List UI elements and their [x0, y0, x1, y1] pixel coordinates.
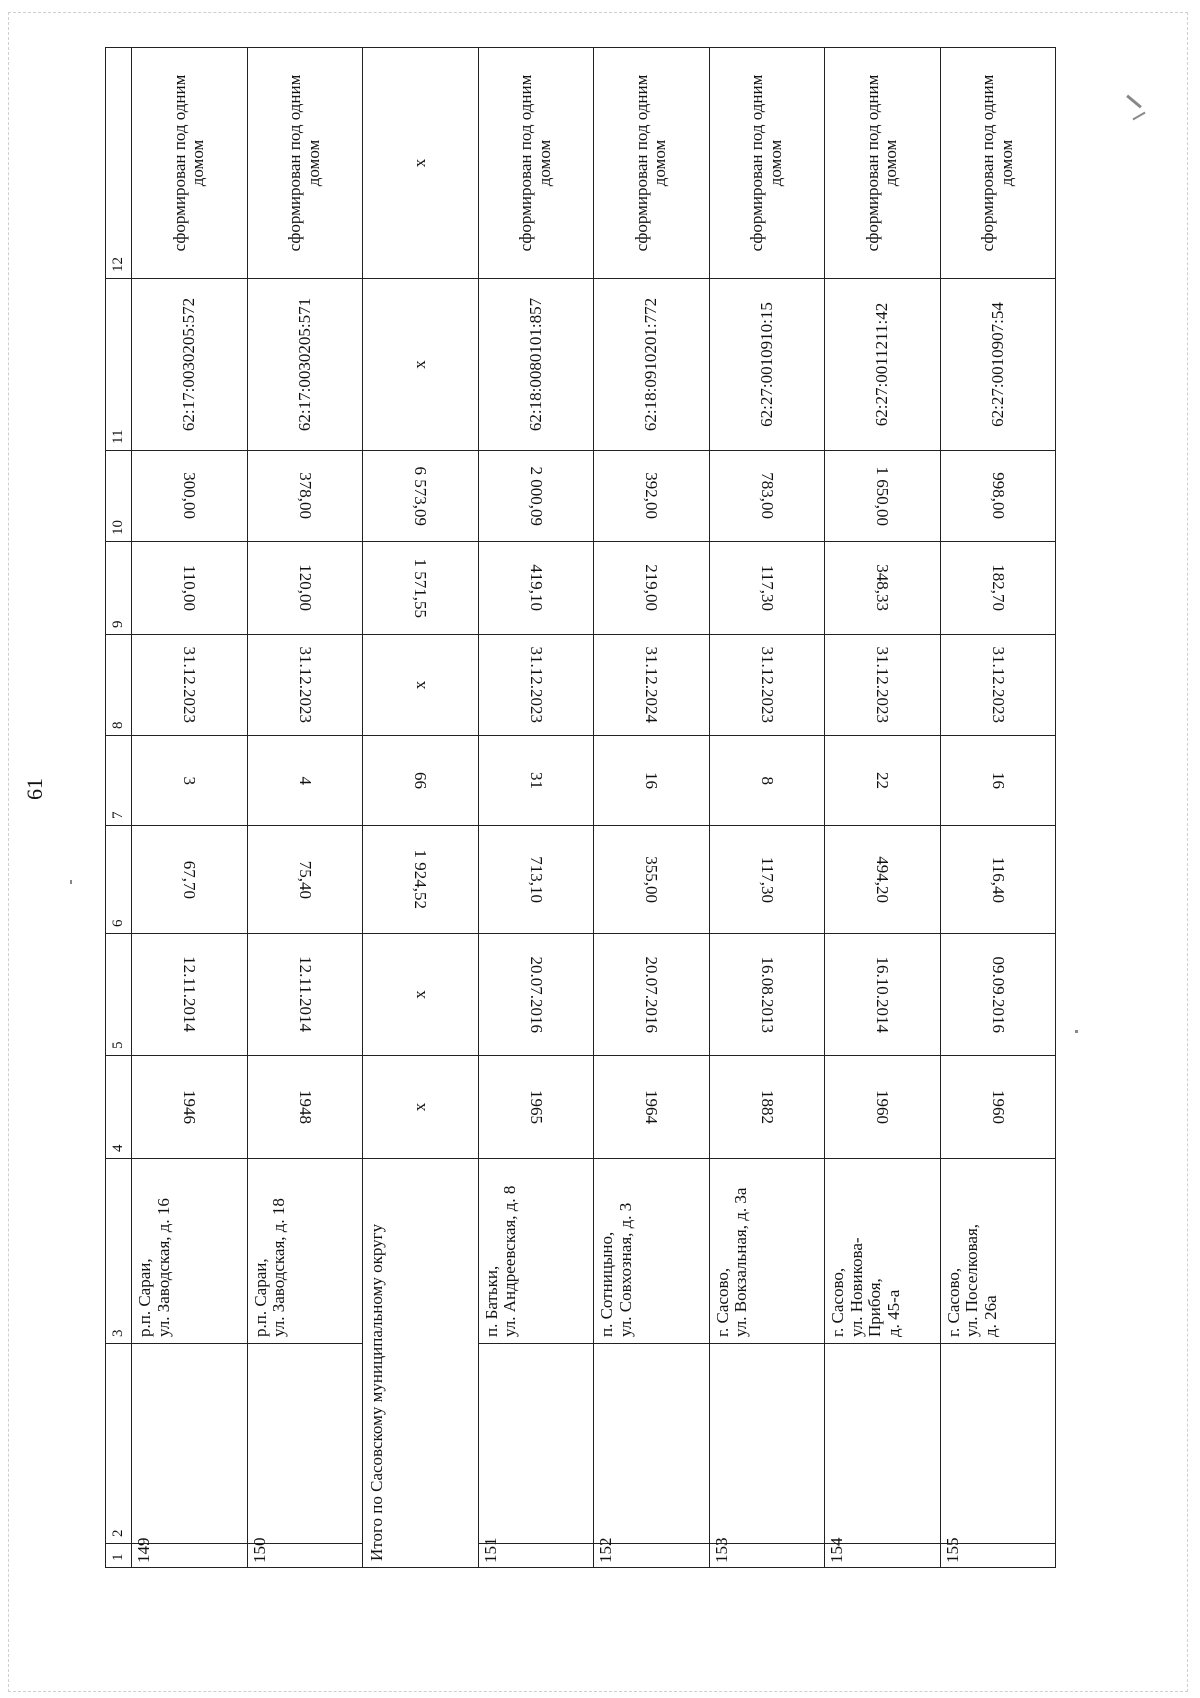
header-cell: 10 — [106, 451, 132, 542]
date-value: 20.07.2016 — [642, 956, 662, 1033]
note-cell: сформирован под одним домом — [709, 48, 825, 279]
housing-table — [105, 47, 1056, 1568]
total-relocated-cell — [363, 542, 479, 635]
relocated-area-cell — [825, 542, 941, 635]
row-number: 154 — [825, 1544, 941, 1568]
year-value: 1882 — [757, 1090, 777, 1124]
empty-cell — [132, 1344, 248, 1544]
rotated-table-wrapper — [105, 48, 1056, 1568]
cost-cell — [709, 451, 825, 542]
empty-cell — [940, 1344, 1056, 1544]
note-cell: сформирован под одним домом — [940, 48, 1056, 279]
note-cell: сформирован под одним домом — [478, 48, 594, 279]
year-cell — [478, 1056, 594, 1159]
residents-value: 16 — [988, 772, 1008, 789]
area-value: 117,30 — [757, 856, 777, 903]
date-cell — [132, 934, 248, 1056]
residents-cell — [825, 736, 941, 826]
cost-value: 392,00 — [642, 472, 662, 520]
total-relocated-area: 1 571,55 — [411, 558, 431, 618]
area-cell — [132, 826, 248, 934]
area-value: 67,70 — [180, 860, 200, 899]
relocated-area-cell — [132, 542, 248, 635]
header-row — [106, 48, 132, 1568]
year-cell — [709, 1056, 825, 1159]
table-row — [478, 48, 594, 1568]
planned-date-value: 31.12.2023 — [988, 646, 1008, 724]
header-cell: 2 — [106, 1344, 132, 1544]
table-row — [825, 48, 941, 1568]
cadastral-cell: 62:18:0910201:772 — [594, 279, 710, 451]
total-year: х — [363, 1056, 479, 1159]
header-cell: 1 — [106, 1544, 132, 1568]
date-value: 12.11.2014 — [180, 956, 200, 1033]
area-value: 355,00 — [642, 856, 662, 903]
header-cell: 7 — [106, 736, 132, 826]
cost-cell — [825, 451, 941, 542]
header-cell: 4 — [106, 1056, 132, 1159]
total-row — [363, 48, 479, 1568]
empty-cell — [247, 1344, 363, 1544]
planned-date-cell — [940, 635, 1056, 736]
year-value: 1964 — [642, 1090, 662, 1124]
relocated-area-value: 348,33 — [873, 564, 893, 612]
cadastral-cell: 62:27:0010910:15 — [709, 279, 825, 451]
address-cell: р.п. Сараи, ул. Заводская, д. 18 — [247, 1159, 363, 1344]
year-value: 1948 — [295, 1090, 315, 1124]
planned-date-value: 31.12.2023 — [757, 646, 777, 724]
area-cell — [940, 826, 1056, 934]
planned-date-value: 31.12.2023 — [873, 646, 893, 724]
cost-value: 1 650,00 — [873, 466, 893, 526]
residents-cell — [594, 736, 710, 826]
cost-cell — [247, 451, 363, 542]
planned-date-cell — [594, 635, 710, 736]
area-cell — [709, 826, 825, 934]
cost-cell — [594, 451, 710, 542]
empty-cell — [594, 1344, 710, 1544]
area-value: 713,10 — [526, 856, 546, 903]
year-value: 1960 — [988, 1090, 1008, 1124]
date-cell — [247, 934, 363, 1056]
planned-date-cell — [478, 635, 594, 736]
year-cell — [594, 1056, 710, 1159]
relocated-area-value: 182,70 — [988, 564, 1008, 612]
year-cell — [825, 1056, 941, 1159]
relocated-area-cell — [709, 542, 825, 635]
empty-cell — [825, 1344, 941, 1544]
total-area-cell — [363, 826, 479, 934]
table-row — [940, 48, 1056, 1568]
date-cell — [478, 934, 594, 1056]
date-cell — [709, 934, 825, 1056]
date-cell — [825, 934, 941, 1056]
cadastral-cell: 62:27:0011211:42 — [825, 279, 941, 451]
cost-cell — [132, 451, 248, 542]
cost-value: 300,00 — [180, 472, 200, 520]
header-cell: 12 — [106, 48, 132, 279]
planned-date-cell — [132, 635, 248, 736]
table-row — [594, 48, 710, 1568]
residents-cell — [709, 736, 825, 826]
residents-cell — [247, 736, 363, 826]
year-cell — [132, 1056, 248, 1159]
area-cell — [478, 826, 594, 934]
residents-value: 31 — [526, 772, 546, 789]
year-value: 1965 — [526, 1090, 546, 1124]
note-cell: сформирован под одним домом — [132, 48, 248, 279]
relocated-area-value: 120,00 — [295, 564, 315, 612]
row-number: 155 — [940, 1544, 1056, 1568]
residents-cell — [132, 736, 248, 826]
header-cell: 9 — [106, 542, 132, 635]
area-cell — [594, 826, 710, 934]
date-cell — [940, 934, 1056, 1056]
row-number: 151 — [478, 1544, 594, 1568]
header-cell: 5 — [106, 934, 132, 1056]
residents-value: 8 — [757, 776, 777, 785]
page-number: 61 — [22, 778, 47, 800]
table-row — [132, 48, 248, 1568]
total-note: х — [363, 48, 479, 279]
note-cell: сформирован под одним домом — [247, 48, 363, 279]
date-value: 16.10.2014 — [873, 956, 893, 1033]
planned-date-value: 31.12.2023 — [180, 646, 200, 724]
relocated-area-value: 219,00 — [642, 564, 662, 612]
address-cell: п. Сотницыно, ул. Совхозная, д. 3 — [594, 1159, 710, 1344]
cadastral-cell: 62:27:0010907:54 — [940, 279, 1056, 451]
relocated-area-value: 419,10 — [526, 564, 546, 612]
relocated-area-cell — [478, 542, 594, 635]
total-planned-date: х — [363, 635, 479, 736]
note-cell: сформирован под одним домом — [594, 48, 710, 279]
cost-cell — [940, 451, 1056, 542]
address-cell: г. Сасово, ул. Поселковая, д. 26а — [940, 1159, 1056, 1344]
planned-date-cell — [247, 635, 363, 736]
date-cell — [594, 934, 710, 1056]
note-cell: сформирован под одним домом — [825, 48, 941, 279]
cost-cell — [478, 451, 594, 542]
relocated-area-value: 117,30 — [757, 564, 777, 612]
row-number: 149 — [132, 1544, 248, 1568]
header-cell: 6 — [106, 826, 132, 934]
area-value: 494,20 — [873, 856, 893, 903]
empty-cell — [478, 1344, 594, 1544]
scan-speck — [1075, 1030, 1078, 1033]
planned-date-cell — [709, 635, 825, 736]
header-cell: 3 — [106, 1159, 132, 1344]
address-cell: г. Сасово, ул. Новикова- Прибоя, д. 45-а — [825, 1159, 941, 1344]
year-value: 1946 — [180, 1090, 200, 1124]
date-value: 20.07.2016 — [526, 956, 546, 1033]
relocated-area-cell — [247, 542, 363, 635]
date-value: 12.11.2014 — [295, 956, 315, 1033]
date-value: 09.09.2016 — [988, 956, 1008, 1033]
residents-value: 4 — [295, 776, 315, 785]
total-date: х — [363, 934, 479, 1056]
total-cost: 6 573,09 — [411, 466, 431, 526]
planned-date-value: 31.12.2023 — [295, 646, 315, 724]
residents-value: 16 — [642, 772, 662, 789]
cadastral-cell: 62:18:0080101:857 — [478, 279, 594, 451]
header-cell: 8 — [106, 635, 132, 736]
cost-value: 2 000,09 — [526, 466, 546, 526]
year-value: 1960 — [873, 1090, 893, 1124]
cadastral-cell: 62:17:0030205:571 — [247, 279, 363, 451]
table-row — [709, 48, 825, 1568]
total-cost-cell — [363, 451, 479, 542]
year-cell — [940, 1056, 1056, 1159]
header-cell: 11 — [106, 279, 132, 451]
cost-value: 378,00 — [295, 472, 315, 520]
row-number: 152 — [594, 1544, 710, 1568]
total-cadastral: х — [363, 279, 479, 451]
residents-cell — [940, 736, 1056, 826]
total-area: 1 924,52 — [411, 849, 431, 910]
empty-cell — [709, 1344, 825, 1544]
area-cell — [825, 826, 941, 934]
area-cell — [247, 826, 363, 934]
table-row — [247, 48, 363, 1568]
row-number: 153 — [709, 1544, 825, 1568]
total-residents-cell — [363, 736, 479, 826]
date-value: 16.08.2013 — [757, 956, 777, 1033]
planned-date-value: 31.12.2023 — [526, 646, 546, 724]
total-label: Итого по Сасовскому муниципальному округу — [363, 1159, 479, 1568]
relocated-area-cell — [594, 542, 710, 635]
residents-value: 22 — [873, 772, 893, 789]
area-value: 75,40 — [295, 860, 315, 899]
row-number: 150 — [247, 1544, 363, 1568]
cost-value: 998,00 — [988, 472, 1008, 520]
total-residents: 66 — [411, 772, 431, 789]
planned-date-value: 31.12.2024 — [642, 646, 662, 724]
cadastral-cell: 62:17:0030205:572 — [132, 279, 248, 451]
address-cell: п. Батьки, ул. Андреевская, д. 8 — [478, 1159, 594, 1344]
relocated-area-cell — [940, 542, 1056, 635]
residents-value: 3 — [180, 776, 200, 785]
cost-value: 783,00 — [757, 472, 777, 520]
scan-speck — [70, 880, 72, 884]
planned-date-cell — [825, 635, 941, 736]
residents-cell — [478, 736, 594, 826]
relocated-area-value: 110,00 — [180, 564, 200, 612]
address-cell: р.п. Сараи, ул. Заводская, д. 16 — [132, 1159, 248, 1344]
address-cell: г. Сасово, ул. Вокзальная, д. 3а — [709, 1159, 825, 1344]
year-cell — [247, 1056, 363, 1159]
area-value: 116,40 — [988, 856, 1008, 903]
